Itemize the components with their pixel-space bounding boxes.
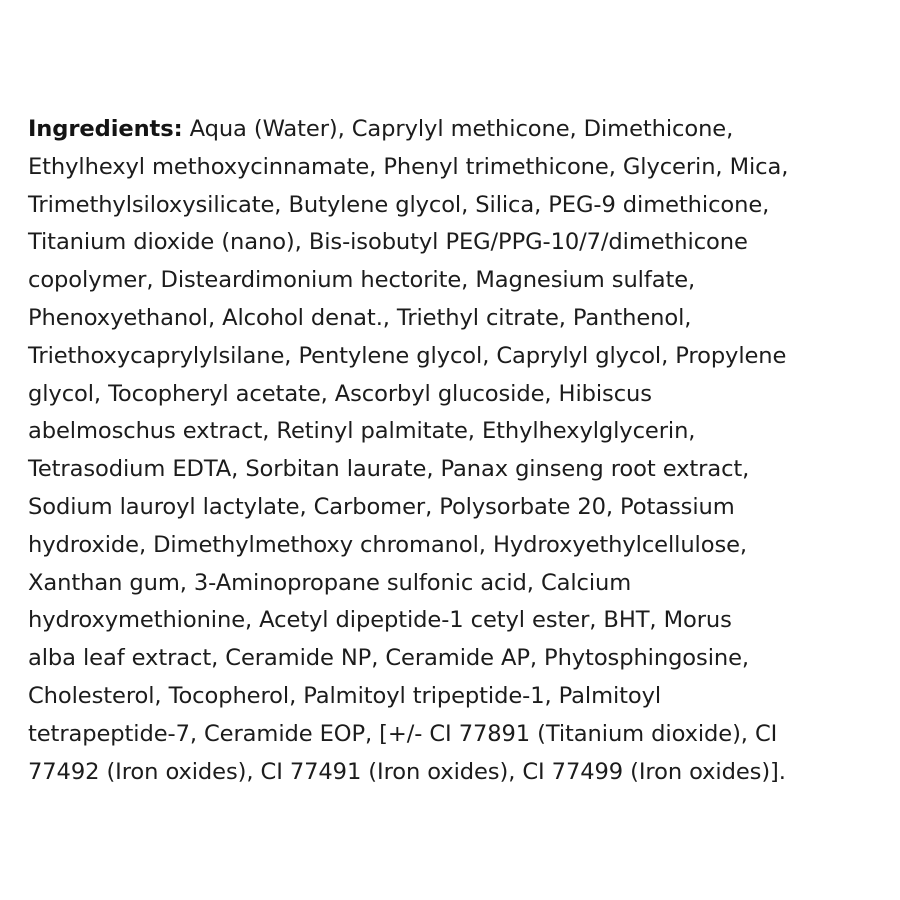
ingredients-line: Cholesterol, Tocopherol, Palmitoyl tripeptide-1, Palmitoyl xyxy=(28,682,662,709)
ingredients-line: tetrapeptide-7, Ceramide EOP, [+/- CI 77891 (Titanium dioxide), CI xyxy=(28,720,778,747)
ingredients-line: Xanthan gum, 3-Aminopropane sulfonic acid, Calcium xyxy=(28,569,632,596)
ingredients-paragraph xyxy=(28,111,868,791)
ingredients-line: alba leaf extract, Ceramide NP, Ceramide AP, Phytosphingosine, xyxy=(28,645,749,672)
ingredients-line: glycol, Tocopheryl acetate, Ascorbyl glucoside, Hibiscus xyxy=(28,380,652,407)
ingredients-line: Sodium lauroyl lactylate, Carbomer, Polysorbate 20, Potassium xyxy=(28,493,735,520)
ingredients-line: Trimethylsiloxysilicate, Butylene glycol, Silica, PEG-9 dimethicone, xyxy=(28,191,770,218)
ingredients-heading: Ingredients: xyxy=(28,116,183,142)
ingredients-line-text: Aqua (Water), Caprylyl methicone, Dimethicone, xyxy=(182,116,734,142)
ingredients-line-1 xyxy=(28,111,868,149)
ingredients-line: Triethoxycaprylylsilane, Pentylene glycol, Caprylyl glycol, Propylene xyxy=(28,342,787,369)
ingredients-line: Ethylhexyl methoxycinnamate, Phenyl trimethicone, Glycerin, Mica, xyxy=(28,153,789,180)
ingredients-line: abelmoschus extract, Retinyl palmitate, Ethylhexylglycerin, xyxy=(28,418,696,445)
ingredients-line: Titanium dioxide (nano), Bis-isobutyl PEG/PPG-10/7/dimethicone xyxy=(28,229,748,256)
ingredients-line: copolymer, Disteardimonium hectorite, Magnesium sulfate, xyxy=(28,267,696,294)
ingredients-line: 77492 (Iron oxides), CI 77491 (Iron oxides), CI 77499 (Iron oxides)]. xyxy=(28,758,786,785)
ingredients-line: hydroxide, Dimethylmethoxy chromanol, Hydroxyethylcellulose, xyxy=(28,531,747,558)
ingredients-panel xyxy=(28,111,868,791)
ingredients-line: Tetrasodium EDTA, Sorbitan laurate, Panax ginseng root extract, xyxy=(28,456,750,483)
ingredients-line: hydroxymethionine, Acetyl dipeptide-1 cetyl ester, BHT, Morus xyxy=(28,607,732,634)
ingredients-line: Phenoxyethanol, Alcohol denat., Triethyl citrate, Panthenol, xyxy=(28,304,692,331)
